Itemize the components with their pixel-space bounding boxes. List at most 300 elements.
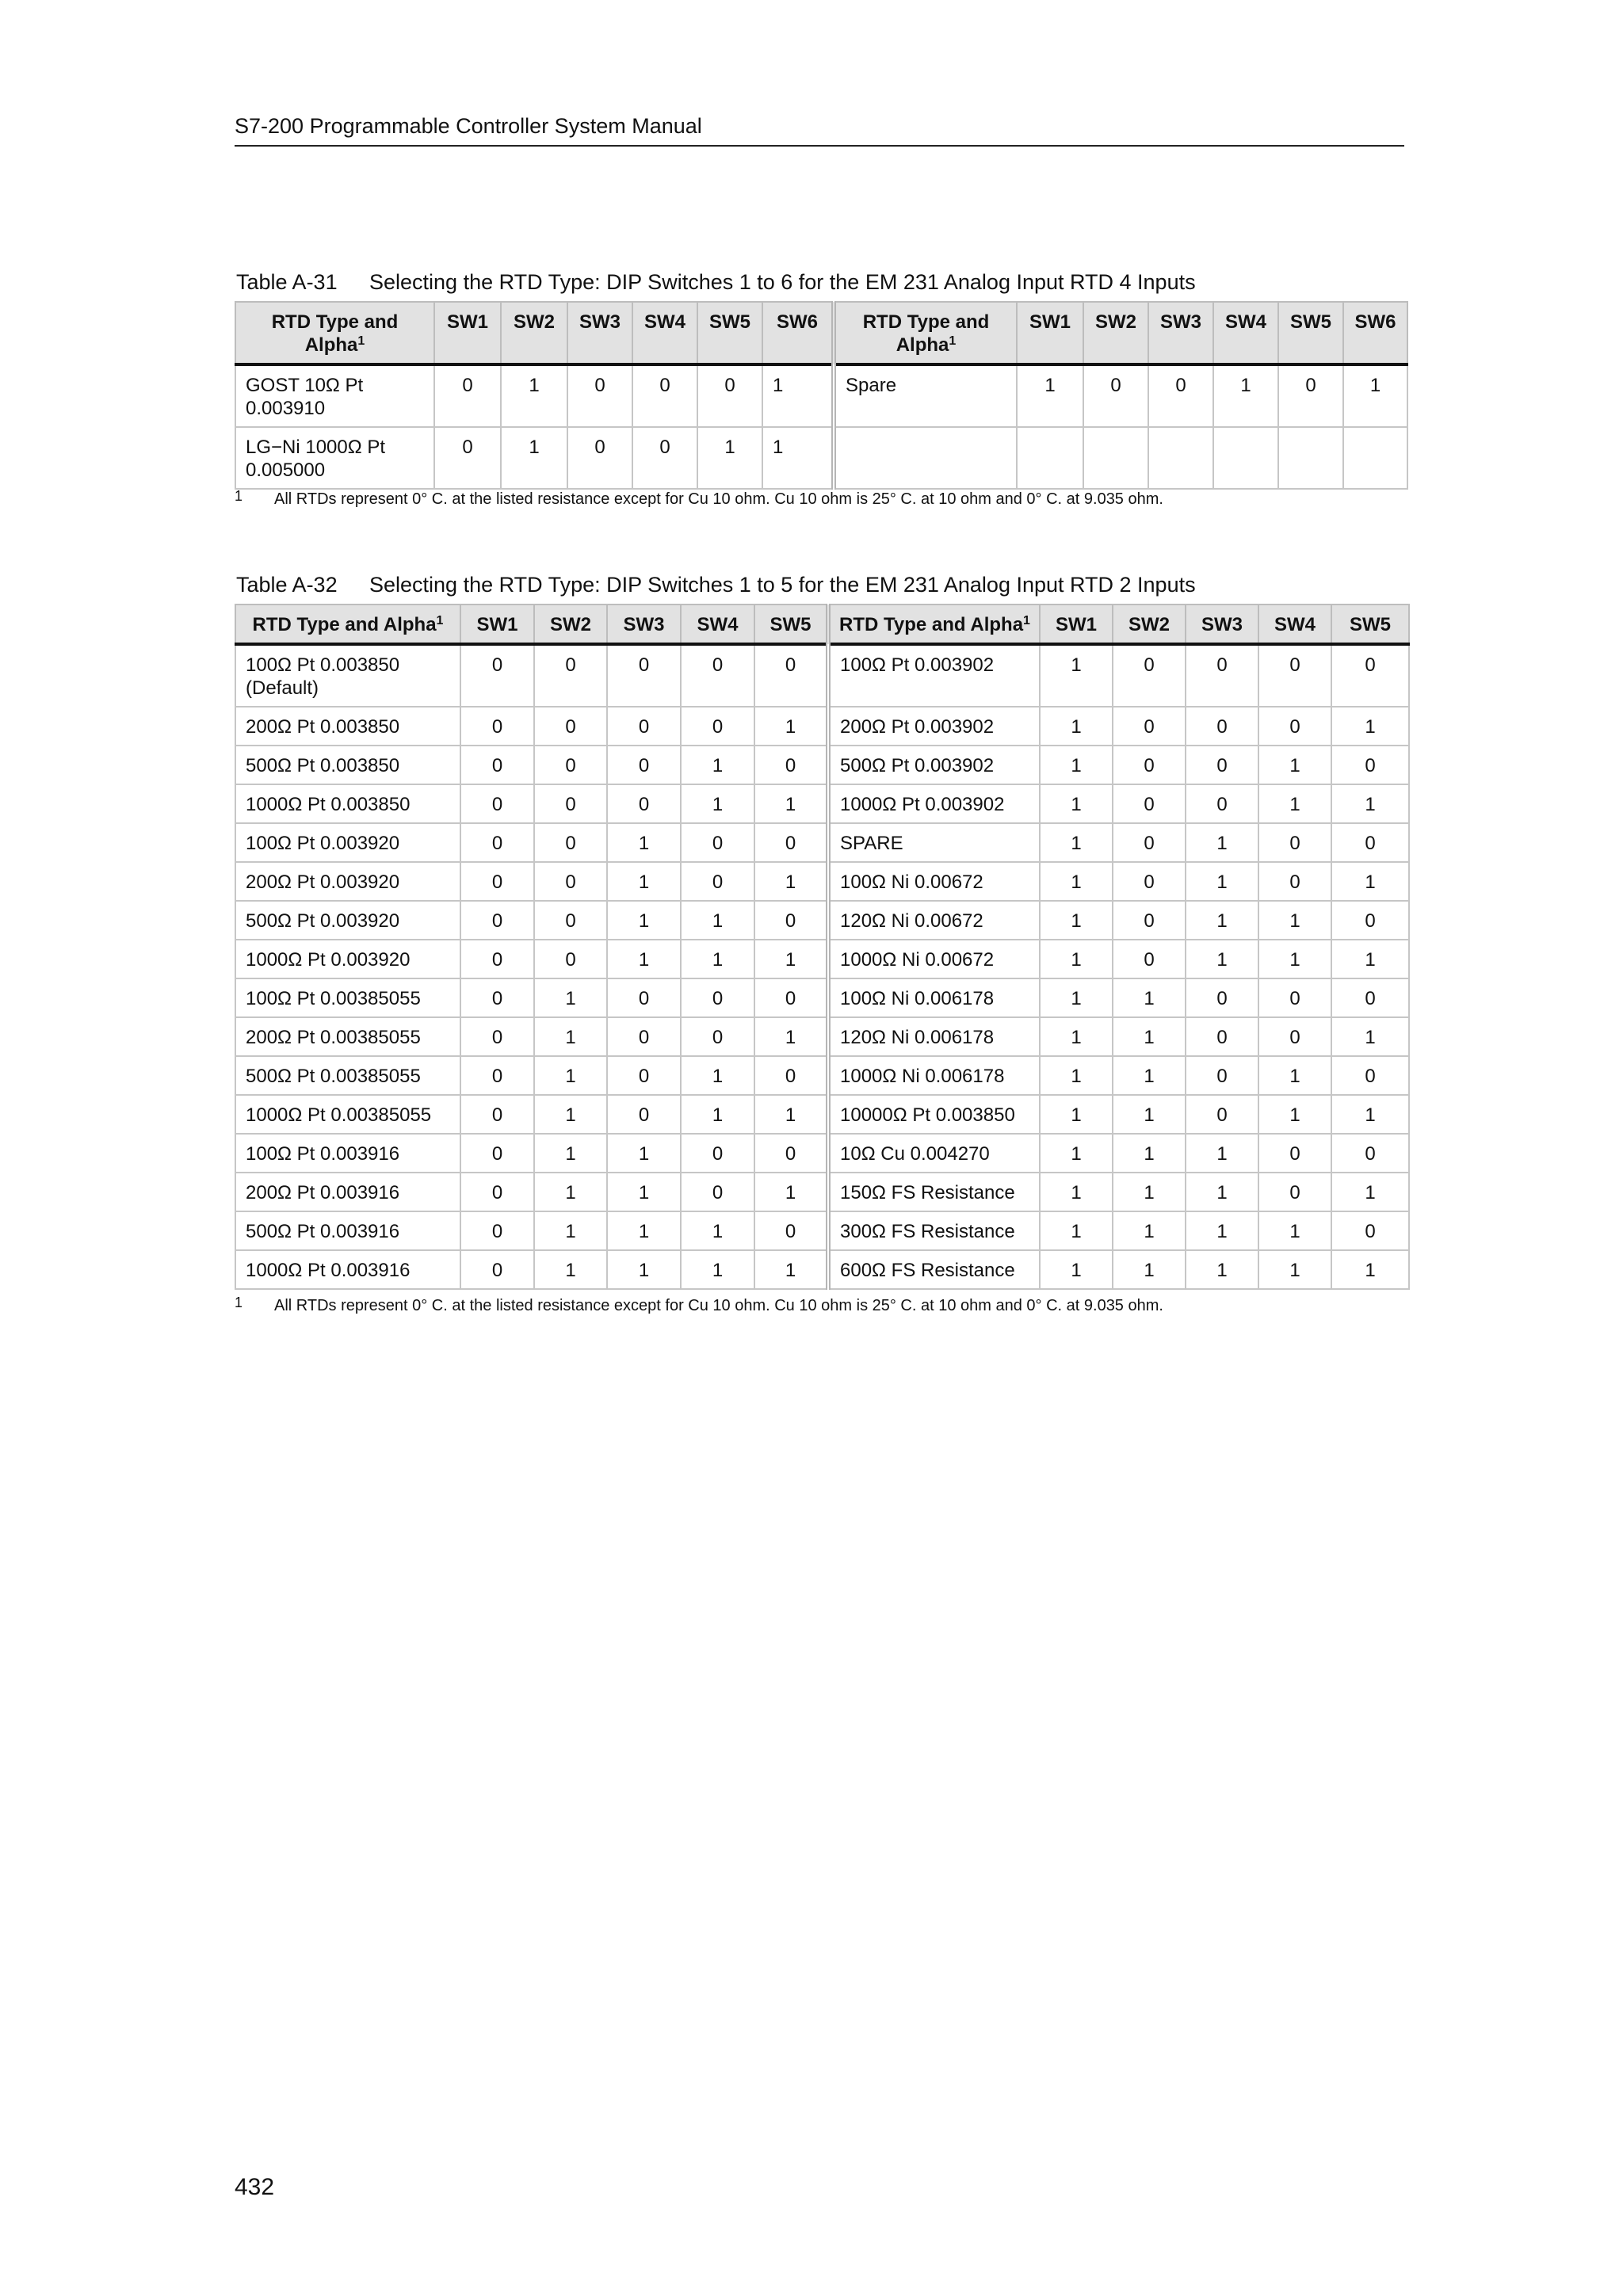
- switch-cell: 0: [607, 644, 681, 707]
- switch-cell: 0: [1186, 784, 1258, 823]
- switch-cell: 0: [534, 784, 607, 823]
- switch-cell: 0: [607, 784, 681, 823]
- switch-cell: 0: [1113, 644, 1186, 707]
- rtd-type-cell: 200Ω Pt 0.003850: [235, 707, 460, 746]
- switch-cell: 0: [1331, 1056, 1409, 1095]
- footnote-ref: 1: [949, 334, 957, 348]
- col-header-label: SW6: [1354, 311, 1396, 333]
- switch-cell: 1: [607, 1173, 681, 1211]
- switch-cell: 0: [1331, 901, 1409, 940]
- table-a32-footnote: [235, 1295, 1163, 1315]
- switch-cell: 1: [754, 1095, 828, 1134]
- table-row: [235, 978, 1409, 1017]
- switch-cell: 1: [607, 1211, 681, 1250]
- col-header-label: RTD Type and Alpha: [839, 614, 1024, 635]
- switch-cell: 0: [1258, 707, 1331, 746]
- switch-cell: 0: [460, 784, 534, 823]
- switch-cell: 1: [1343, 364, 1407, 427]
- switch-cell: 0: [460, 978, 534, 1017]
- switch-cell: 0: [681, 644, 754, 707]
- switch-cell: 0: [1113, 784, 1186, 823]
- switch-cell: 1: [1113, 1250, 1186, 1289]
- footnote-text: All RTDs represent 0° C. at the listed resistance except for Cu 10 ohm. Cu 10 ohm is 25° C. at 10 ohm and 0° C. at 9.035 ohm.: [274, 1297, 1163, 1314]
- rtd-type-cell: 100Ω Pt 0.003850 (Default): [235, 644, 460, 707]
- table-row: [235, 1173, 1409, 1211]
- switch-cell: 0: [1083, 364, 1148, 427]
- col-header-sw: [1017, 302, 1083, 364]
- col-header-label: SW4: [1224, 311, 1266, 333]
- switch-cell: [1213, 427, 1278, 489]
- switch-cell: 1: [681, 901, 754, 940]
- rtd-type-cell: 200Ω Pt 0.003920: [235, 862, 460, 901]
- switch-cell: 1: [1258, 940, 1331, 978]
- switch-cell: 0: [1186, 707, 1258, 746]
- switch-cell: 1: [534, 1017, 607, 1056]
- switch-cell: 1: [534, 1134, 607, 1173]
- switch-cell: 1: [681, 746, 754, 784]
- col-header-sw: [1278, 302, 1343, 364]
- switch-cell: 0: [681, 862, 754, 901]
- col-header-label: SW5: [769, 614, 812, 635]
- table-a31-footnote: [235, 488, 1163, 509]
- col-header-sw: [607, 605, 681, 644]
- switch-cell: 1: [534, 1056, 607, 1095]
- col-header-sw: [1186, 605, 1258, 644]
- col-header-sw: [1083, 302, 1148, 364]
- switch-cell: 0: [697, 364, 762, 427]
- switch-cell: 1: [1040, 823, 1113, 862]
- switch-cell: 1: [607, 901, 681, 940]
- switch-cell: 1: [1258, 1056, 1331, 1095]
- switch-cell: 1: [1040, 1173, 1113, 1211]
- switch-cell: 0: [460, 1095, 534, 1134]
- switch-cell: [1148, 427, 1213, 489]
- switch-cell: 0: [681, 707, 754, 746]
- switch-cell: 1: [1186, 1211, 1258, 1250]
- switch-cell: 1: [1331, 1095, 1409, 1134]
- col-header-sw: [567, 302, 632, 364]
- switch-cell: 0: [460, 823, 534, 862]
- header-row: [235, 302, 1407, 364]
- switch-cell: 0: [681, 1017, 754, 1056]
- switch-cell: 0: [681, 1173, 754, 1211]
- rtd-type-cell: 600Ω FS Resistance: [828, 1250, 1040, 1289]
- switch-cell: 0: [460, 1211, 534, 1250]
- switch-cell: 1: [681, 1211, 754, 1250]
- switch-cell: 0: [460, 862, 534, 901]
- switch-cell: 0: [534, 940, 607, 978]
- switch-cell: 0: [632, 427, 697, 489]
- rtd-type-cell: 100Ω Ni 0.006178: [828, 978, 1040, 1017]
- table-row: [235, 823, 1409, 862]
- switch-cell: 1: [1040, 901, 1113, 940]
- switch-cell: 1: [534, 978, 607, 1017]
- col-header-label: RTD Type and Alpha: [862, 311, 990, 356]
- switch-cell: 1: [681, 1056, 754, 1095]
- switch-cell: 0: [460, 901, 534, 940]
- rtd-type-cell: 120Ω Ni 0.006178: [828, 1017, 1040, 1056]
- switch-cell: 1: [681, 784, 754, 823]
- col-header-sw: [681, 605, 754, 644]
- switch-cell: 1: [1331, 1017, 1409, 1056]
- footnote-mark: 1: [235, 1295, 243, 1310]
- switch-cell: 0: [1113, 707, 1186, 746]
- col-header-label: RTD Type and Alpha: [271, 311, 399, 356]
- table-row: [235, 1250, 1409, 1289]
- col-header-label: SW1: [446, 311, 488, 333]
- switch-cell: 1: [754, 862, 828, 901]
- switch-cell: 0: [1331, 1211, 1409, 1250]
- switch-cell: 0: [681, 823, 754, 862]
- table-a31: [235, 301, 1408, 490]
- switch-cell: 0: [460, 1250, 534, 1289]
- switch-cell: 1: [1186, 823, 1258, 862]
- switch-cell: 1: [1113, 978, 1186, 1017]
- switch-cell: 1: [1186, 1250, 1258, 1289]
- switch-cell: 0: [1186, 746, 1258, 784]
- switch-cell: 1: [1113, 1211, 1186, 1250]
- col-header-sw: [1040, 605, 1113, 644]
- switch-cell: 1: [1113, 1056, 1186, 1095]
- col-header-sw: [434, 302, 501, 364]
- page-header: S7-200 Programmable Controller System Manual: [235, 114, 1404, 147]
- col-header-label: SW1: [476, 614, 518, 635]
- col-header-sw: [1213, 302, 1278, 364]
- col-header-sw: [1113, 605, 1186, 644]
- table-number: Table A-31: [236, 270, 338, 294]
- col-header-sw: [632, 302, 697, 364]
- switch-cell: 1: [534, 1211, 607, 1250]
- rtd-type-cell: 10000Ω Pt 0.003850: [828, 1095, 1040, 1134]
- switch-cell: 1: [754, 1173, 828, 1211]
- switch-cell: 0: [1258, 1173, 1331, 1211]
- switch-cell: 1: [754, 784, 828, 823]
- switch-cell: 0: [1113, 862, 1186, 901]
- table-title: Selecting the RTD Type: DIP Switches 1 to 5 for the EM 231 Analog Input RTD 2 Inputs: [369, 573, 1196, 597]
- switch-cell: 1: [681, 1095, 754, 1134]
- switch-cell: 1: [681, 940, 754, 978]
- table-row: [235, 901, 1409, 940]
- switch-cell: 1: [501, 364, 567, 427]
- rtd-type-cell: [834, 427, 1017, 489]
- rtd-type-cell: GOST 10Ω Pt 0.003910: [235, 364, 434, 427]
- table-a32-caption: [236, 573, 1196, 597]
- rtd-type-cell: 1000Ω Pt 0.003916: [235, 1250, 460, 1289]
- table-title: Selecting the RTD Type: DIP Switches 1 to 6 for the EM 231 Analog Input RTD 4 Inputs: [369, 270, 1196, 294]
- switch-cell: 1: [1331, 940, 1409, 978]
- switch-cell: 1: [1113, 1173, 1186, 1211]
- switch-cell: [1017, 427, 1083, 489]
- switch-cell: 1: [1331, 707, 1409, 746]
- rtd-type-cell: LG−Ni 1000Ω Pt 0.005000: [235, 427, 434, 489]
- switch-cell: [1278, 427, 1343, 489]
- rtd-type-cell: 1000Ω Pt 0.003850: [235, 784, 460, 823]
- switch-cell: 1: [1331, 784, 1409, 823]
- switch-cell: 0: [681, 1134, 754, 1173]
- switch-cell: 0: [607, 1017, 681, 1056]
- switch-cell: 0: [434, 427, 501, 489]
- switch-cell: 0: [1258, 978, 1331, 1017]
- table-number: Table A-32: [236, 573, 338, 597]
- switch-cell: 1: [754, 940, 828, 978]
- table-row: [235, 1056, 1409, 1095]
- switch-cell: 1: [1040, 1056, 1113, 1095]
- switch-cell: 0: [1148, 364, 1213, 427]
- switch-cell: 0: [607, 978, 681, 1017]
- switch-cell: 0: [632, 364, 697, 427]
- col-header-label: SW4: [1274, 614, 1316, 635]
- switch-cell: 0: [460, 1173, 534, 1211]
- switch-cell: 1: [534, 1173, 607, 1211]
- switch-cell: 1: [1113, 1095, 1186, 1134]
- switch-cell: 0: [1113, 901, 1186, 940]
- rtd-type-cell: 200Ω Pt 0.003902: [828, 707, 1040, 746]
- col-header-label: SW2: [1128, 614, 1170, 635]
- switch-cell: 1: [1186, 940, 1258, 978]
- switch-cell: 1: [1040, 707, 1113, 746]
- switch-cell: 0: [1331, 978, 1409, 1017]
- switch-cell: 1: [1186, 1134, 1258, 1173]
- switch-cell: 1: [754, 707, 828, 746]
- rtd-type-cell: SPARE: [828, 823, 1040, 862]
- rtd-type-cell: 100Ω Pt 0.003916: [235, 1134, 460, 1173]
- table-row: [235, 940, 1409, 978]
- footnote-ref: 1: [357, 334, 365, 348]
- switch-cell: 1: [534, 1250, 607, 1289]
- switch-cell: 0: [1258, 862, 1331, 901]
- rtd-type-cell: 500Ω Pt 0.00385055: [235, 1056, 460, 1095]
- rtd-type-cell: 100Ω Ni 0.00672: [828, 862, 1040, 901]
- switch-cell: 1: [1331, 862, 1409, 901]
- switch-cell: 0: [534, 746, 607, 784]
- switch-cell: 1: [754, 1017, 828, 1056]
- switch-cell: 0: [1331, 644, 1409, 707]
- col-header-label: SW5: [1349, 614, 1391, 635]
- switch-cell: 0: [1331, 1134, 1409, 1173]
- switch-cell: 0: [567, 427, 632, 489]
- switch-cell: 0: [1258, 823, 1331, 862]
- switch-cell: 1: [1113, 1017, 1186, 1056]
- switch-cell: 1: [1258, 784, 1331, 823]
- switch-cell: 0: [754, 901, 828, 940]
- col-header-label: SW3: [579, 311, 621, 333]
- col-header-rtd-type: [235, 605, 460, 644]
- switch-cell: 0: [534, 707, 607, 746]
- col-header-label: SW5: [708, 311, 750, 333]
- switch-cell: 1: [1040, 978, 1113, 1017]
- switch-cell: 0: [607, 1056, 681, 1095]
- switch-cell: 0: [607, 746, 681, 784]
- rtd-type-cell: 500Ω Pt 0.003850: [235, 746, 460, 784]
- switch-cell: 1: [501, 427, 567, 489]
- switch-cell: 0: [681, 978, 754, 1017]
- switch-cell: 0: [1258, 644, 1331, 707]
- rtd-type-cell: 10Ω Cu 0.004270: [828, 1134, 1040, 1173]
- switch-cell: 1: [1331, 1173, 1409, 1211]
- col-header-label: SW2: [549, 614, 591, 635]
- rtd-type-cell: 1000Ω Pt 0.003920: [235, 940, 460, 978]
- table-row: [235, 1017, 1409, 1056]
- switch-cell: 0: [1186, 644, 1258, 707]
- rtd-type-cell: 1000Ω Ni 0.006178: [828, 1056, 1040, 1095]
- switch-cell: 1: [1258, 1211, 1331, 1250]
- switch-cell: 1: [1040, 1095, 1113, 1134]
- page-number: 432: [235, 2174, 275, 2200]
- table-row: [235, 1211, 1409, 1250]
- switch-cell: 1: [1040, 862, 1113, 901]
- footnote-mark: 1: [235, 488, 243, 504]
- table-row: [235, 707, 1409, 746]
- footnote-ref: 1: [1023, 614, 1030, 627]
- rtd-type-cell: 1000Ω Pt 0.00385055: [235, 1095, 460, 1134]
- col-header-label: SW5: [1289, 311, 1331, 333]
- rtd-type-cell: 100Ω Pt 0.003920: [235, 823, 460, 862]
- switch-cell: 0: [754, 1134, 828, 1173]
- rtd-type-cell: 1000Ω Pt 0.003902: [828, 784, 1040, 823]
- switch-cell: 0: [534, 901, 607, 940]
- switch-cell: 0: [754, 644, 828, 707]
- col-header-sw: [534, 605, 607, 644]
- switch-cell: 1: [1040, 746, 1113, 784]
- switch-cell: 1: [1040, 1211, 1113, 1250]
- switch-cell: 0: [1113, 823, 1186, 862]
- switch-cell: 0: [460, 940, 534, 978]
- col-header-sw: [754, 605, 828, 644]
- col-header-sw: [1258, 605, 1331, 644]
- switch-cell: 0: [607, 1095, 681, 1134]
- rtd-type-cell: 1000Ω Ni 0.00672: [828, 940, 1040, 978]
- switch-cell: 0: [607, 707, 681, 746]
- switch-cell: 1: [754, 1250, 828, 1289]
- col-header-sw: [697, 302, 762, 364]
- switch-cell: 0: [460, 707, 534, 746]
- switch-cell: 1: [607, 862, 681, 901]
- switch-cell: 0: [1186, 1017, 1258, 1056]
- col-header-label: SW1: [1055, 614, 1097, 635]
- switch-cell: 0: [534, 644, 607, 707]
- switch-cell: 0: [567, 364, 632, 427]
- switch-cell: 0: [434, 364, 501, 427]
- switch-cell: 0: [754, 823, 828, 862]
- col-header-rtd-type: [828, 605, 1040, 644]
- col-header-label: SW6: [776, 311, 818, 333]
- col-header-sw: [501, 302, 567, 364]
- switch-cell: 0: [754, 746, 828, 784]
- switch-cell: 0: [754, 978, 828, 1017]
- rtd-type-cell: 500Ω Pt 0.003920: [235, 901, 460, 940]
- switch-cell: 0: [534, 823, 607, 862]
- switch-cell: 0: [754, 1056, 828, 1095]
- switch-cell: 0: [460, 1134, 534, 1173]
- footnote-ref: 1: [436, 614, 444, 627]
- switch-cell: 1: [534, 1095, 607, 1134]
- rtd-type-cell: 500Ω Pt 0.003902: [828, 746, 1040, 784]
- switch-cell: 0: [534, 862, 607, 901]
- header-row: [235, 605, 1409, 644]
- switch-cell: 1: [1258, 1250, 1331, 1289]
- switch-cell: [1343, 427, 1407, 489]
- rtd-type-cell: 100Ω Pt 0.003902: [828, 644, 1040, 707]
- switch-cell: 1: [1040, 1017, 1113, 1056]
- table-row: [235, 746, 1409, 784]
- switch-cell: 0: [460, 746, 534, 784]
- footnote-text: All RTDs represent 0° C. at the listed resistance except for Cu 10 ohm. Cu 10 ohm is 25° C. at 10 ohm and 0° C. at 9.035 ohm.: [274, 490, 1163, 508]
- rtd-type-cell: Spare: [834, 364, 1017, 427]
- switch-cell: 0: [754, 1211, 828, 1250]
- col-header-rtd-type: [235, 302, 434, 364]
- col-header-label: SW2: [513, 311, 555, 333]
- col-header-label: SW3: [1201, 614, 1243, 635]
- switch-cell: 1: [681, 1250, 754, 1289]
- col-header-label: SW3: [1159, 311, 1201, 333]
- table-row: [235, 862, 1409, 901]
- col-header-label: SW3: [623, 614, 665, 635]
- switch-cell: 1: [607, 1250, 681, 1289]
- col-header-label: RTD Type and Alpha: [252, 614, 437, 635]
- switch-cell: 0: [1186, 978, 1258, 1017]
- col-header-sw: [1331, 605, 1409, 644]
- col-header-sw: [1148, 302, 1213, 364]
- switch-cell: 1: [762, 427, 834, 489]
- switch-cell: 1: [1213, 364, 1278, 427]
- switch-cell: 1: [762, 364, 834, 427]
- switch-cell: 0: [1113, 746, 1186, 784]
- switch-cell: 1: [1113, 1134, 1186, 1173]
- table-a32: [235, 604, 1410, 1290]
- table-row: [235, 784, 1409, 823]
- switch-cell: 1: [1258, 746, 1331, 784]
- switch-cell: 1: [1017, 364, 1083, 427]
- switch-cell: 1: [1040, 644, 1113, 707]
- switch-cell: 1: [1258, 1095, 1331, 1134]
- switch-cell: 1: [607, 1134, 681, 1173]
- col-header-sw: [460, 605, 534, 644]
- rtd-type-cell: 200Ω Pt 0.00385055: [235, 1017, 460, 1056]
- switch-cell: 1: [1186, 1173, 1258, 1211]
- switch-cell: 0: [1278, 364, 1343, 427]
- col-header-label: SW2: [1094, 311, 1136, 333]
- rtd-type-cell: 300Ω FS Resistance: [828, 1211, 1040, 1250]
- switch-cell: 0: [460, 1017, 534, 1056]
- col-header-label: SW4: [697, 614, 739, 635]
- switch-cell: 1: [1258, 901, 1331, 940]
- switch-cell: 1: [1040, 1134, 1113, 1173]
- switch-cell: 0: [1113, 940, 1186, 978]
- col-header-rtd-type: [834, 302, 1017, 364]
- switch-cell: 1: [1040, 784, 1113, 823]
- switch-cell: [1083, 427, 1148, 489]
- switch-cell: 1: [607, 940, 681, 978]
- rtd-type-cell: 100Ω Pt 0.00385055: [235, 978, 460, 1017]
- col-header-sw: [1343, 302, 1407, 364]
- col-header-label: SW4: [643, 311, 685, 333]
- table-a31-caption: [236, 270, 1196, 295]
- switch-cell: 1: [1040, 940, 1113, 978]
- switch-cell: 1: [1331, 1250, 1409, 1289]
- switch-cell: 0: [460, 644, 534, 707]
- switch-cell: 1: [697, 427, 762, 489]
- switch-cell: 0: [1331, 746, 1409, 784]
- switch-cell: 1: [1040, 1250, 1113, 1289]
- table-row: [235, 644, 1409, 707]
- switch-cell: 0: [1258, 1134, 1331, 1173]
- col-header-sw: [762, 302, 834, 364]
- table-row: [235, 427, 1407, 489]
- switch-cell: 0: [460, 1056, 534, 1095]
- switch-cell: 0: [1186, 1056, 1258, 1095]
- switch-cell: 1: [607, 823, 681, 862]
- switch-cell: 0: [1186, 1095, 1258, 1134]
